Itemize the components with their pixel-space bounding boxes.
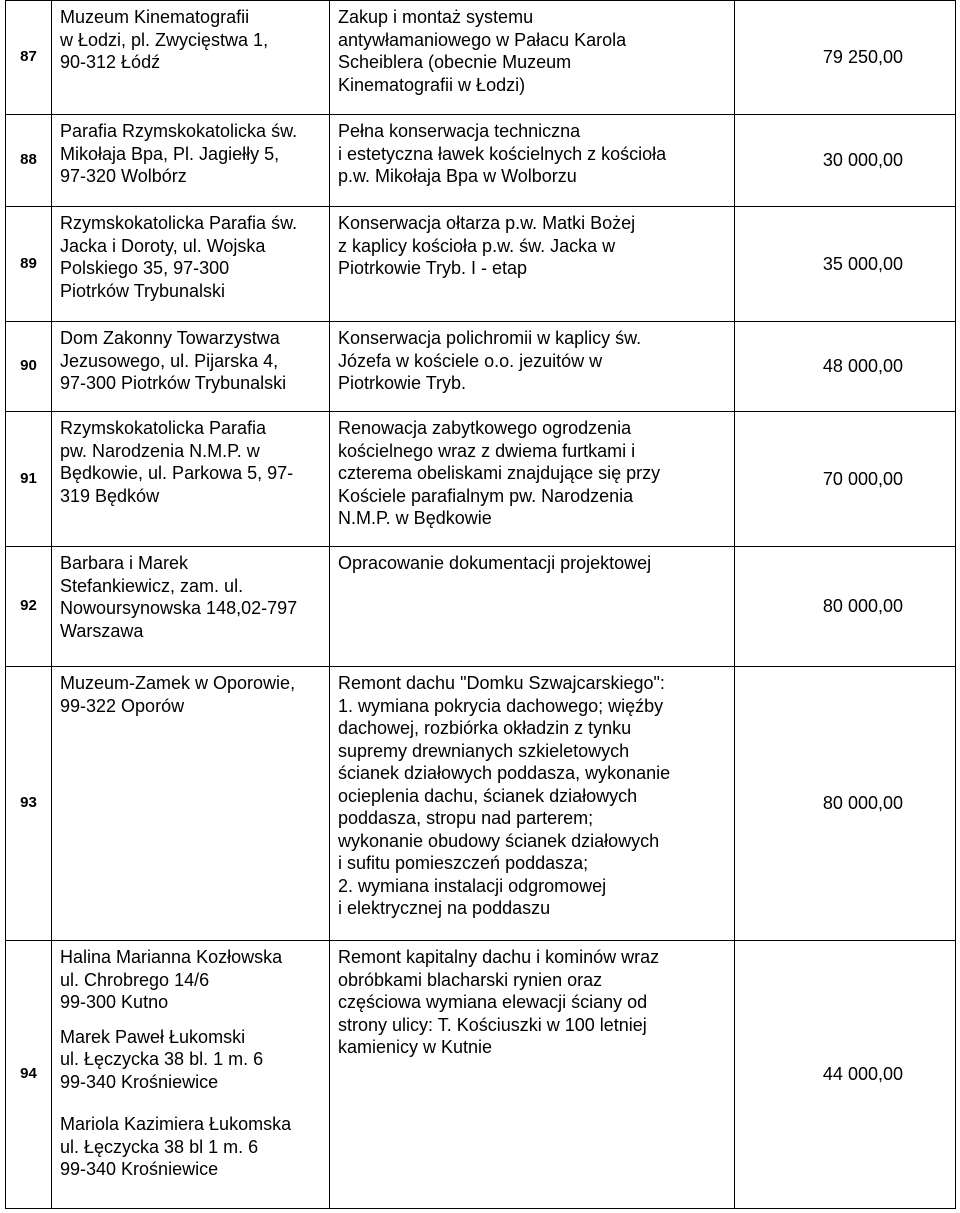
row-number: 87 <box>6 1 52 115</box>
table-row <box>6 412 956 547</box>
task-line: supremy drewnianych szkieletowych <box>338 740 630 761</box>
beneficiary-cell <box>52 667 330 941</box>
task-line: Kinematografii w Łodzi) <box>338 74 526 95</box>
beneficiary-line: Jacka i Doroty, ul. Wojska <box>60 235 266 256</box>
row-number: 89 <box>6 207 52 322</box>
task-line: wykonanie obudowy ścianek działowych <box>338 830 660 851</box>
task-cell <box>330 322 735 412</box>
beneficiary-line: Barbara i Marek <box>60 553 189 573</box>
table-row <box>6 547 956 667</box>
task-line: ocieplenia dachu, ścianek działowych <box>338 785 638 806</box>
row-number: 88 <box>6 115 52 207</box>
beneficiary-cell <box>52 547 330 667</box>
beneficiary-line: 99-322 Oporów <box>60 695 185 716</box>
task-cell <box>330 412 735 547</box>
task-line: Józefa w kościele o.o. jezuitów w <box>338 350 603 371</box>
task-line: i elektrycznej na poddaszu <box>338 898 551 918</box>
task-line: Remont kapitalny dachu i kominów wraz <box>338 947 660 967</box>
task-line: Piotrkowie Tryb. <box>338 373 467 393</box>
amount-cell: 80 000,00 <box>735 667 956 941</box>
table-row <box>6 667 956 941</box>
row-number: 92 <box>6 547 52 667</box>
task-line: Renowacja zabytkowego ogrodzenia <box>338 418 632 438</box>
beneficiary-line: Nowoursynowska 148,02-797 <box>60 598 298 618</box>
beneficiary-line: Muzeum Kinematografii <box>60 7 250 27</box>
amount-cell: 79 250,00 <box>735 1 956 115</box>
table-row <box>6 115 956 207</box>
task-line: Konserwacja polichromii w kaplicy św. <box>338 328 642 348</box>
beneficiary-line: ul. Łęczycka 38 bl. 1 m. 6 <box>60 1049 264 1069</box>
beneficiary-cell <box>52 412 330 547</box>
beneficiary-line: Dom Zakonny Towarzystwa <box>60 328 280 348</box>
grants-table <box>5 0 956 1209</box>
task-line: Scheiblera (obecnie Muzeum <box>338 52 572 72</box>
beneficiary-line: 99-340 Krośniewice <box>60 1159 219 1179</box>
beneficiary-line: Mikołaja Bpa, Pl. Jagiełły 5, <box>60 143 280 164</box>
table-row <box>6 322 956 412</box>
beneficiary-line: 319 Będków <box>60 485 160 506</box>
task-cell <box>330 207 735 322</box>
task-line: poddasza, stropu nad parterem; <box>338 808 594 828</box>
beneficiary-line: Rzymskokatolicka Parafia św. <box>60 213 298 233</box>
task-line: częściowa wymiana elewacji ściany od <box>338 992 648 1012</box>
task-line: 2. wymiana instalacji odgromowej <box>338 875 607 896</box>
beneficiary-line: pw. Narodzenia N.M.P. w <box>60 440 260 461</box>
task-line: i estetyczna ławek kościelnych z kościoła <box>338 143 667 164</box>
beneficiary-line: Jezusowego, ul. Pijarska 4, <box>60 350 279 371</box>
row-number: 93 <box>6 667 52 941</box>
beneficiary-cell <box>52 941 330 1209</box>
task-line: 1. wymiana pokrycia dachowego; więźby <box>338 695 664 716</box>
task-line: strony ulicy: T. Kościuszki w 100 letniej <box>338 1014 647 1035</box>
beneficiary-line: Marek Paweł Łukomski <box>60 1026 246 1047</box>
beneficiary-line: Muzeum-Zamek w Oporowie, <box>60 673 296 693</box>
beneficiary-cell <box>52 1 330 115</box>
table-row <box>6 941 956 1209</box>
beneficiary-cell <box>52 207 330 322</box>
amount-cell: 80 000,00 <box>735 547 956 667</box>
amount-cell: 44 000,00 <box>735 941 956 1209</box>
row-number: 90 <box>6 322 52 412</box>
row-number: 91 <box>6 412 52 547</box>
beneficiary-line: 97-320 Wolbórz <box>60 166 187 186</box>
task-line: Pełna konserwacja techniczna <box>338 121 581 141</box>
row-number: 94 <box>6 941 52 1209</box>
task-line: N.M.P. w Będkowie <box>338 508 492 528</box>
beneficiary-line: ul. Chrobrego 14/6 <box>60 969 210 990</box>
spacer <box>60 1014 323 1026</box>
amount-cell: 70 000,00 <box>735 412 956 547</box>
task-line: czterema obeliskami znajdujące się przy <box>338 463 661 483</box>
beneficiary-line: Stefankiewicz, zam. ul. <box>60 575 244 596</box>
beneficiary-line: Będkowie, ul. Parkowa 5, 97- <box>60 463 294 483</box>
task-line: Remont dachu "Domku Szwajcarskiego": <box>338 673 665 693</box>
task-line: obróbkami blacharski rynien oraz <box>338 969 603 990</box>
task-cell <box>330 667 735 941</box>
beneficiary-line: Mariola Kazimiera Łukomska <box>60 1114 292 1134</box>
amount-cell: 30 000,00 <box>735 115 956 207</box>
task-line: Kościele parafialnym pw. Narodzenia <box>338 485 634 506</box>
task-cell <box>330 547 735 667</box>
task-line: z kaplicy kościoła p.w. św. Jacka w <box>338 235 616 256</box>
task-line: ścianek działowych poddasza, wykonanie <box>338 763 671 783</box>
spacer <box>60 1093 323 1113</box>
beneficiary-line: 99-300 Kutno <box>60 992 169 1012</box>
task-line: dachowej, rozbiórka okładzin z tynku <box>338 718 632 738</box>
beneficiary-line: Warszawa <box>60 620 144 641</box>
beneficiary-line: 99-340 Krośniewice <box>60 1071 219 1092</box>
task-cell <box>330 941 735 1209</box>
beneficiary-line: 90-312 Łódź <box>60 52 161 72</box>
beneficiary-line: Rzymskokatolicka Parafia <box>60 418 267 438</box>
beneficiary-line: Parafia Rzymskokatolicka św. <box>60 121 298 141</box>
task-line: p.w. Mikołaja Bpa w Wolborzu <box>338 166 577 186</box>
beneficiary-line: 97-300 Piotrków Trybunalski <box>60 373 287 393</box>
task-line: i sufitu pomieszczeń poddasza; <box>338 853 589 873</box>
task-line: Zakup i montaż systemu <box>338 7 534 27</box>
beneficiary-cell <box>52 322 330 412</box>
beneficiary-line: Polskiego 35, 97-300 <box>60 258 230 278</box>
task-line: antywłamaniowego w Pałacu Karola <box>338 29 627 50</box>
beneficiary-line: ul. Łęczycka 38 bl 1 m. 6 <box>60 1136 259 1157</box>
beneficiary-line: Piotrków Trybunalski <box>60 280 226 301</box>
task-cell <box>330 1 735 115</box>
task-cell <box>330 115 735 207</box>
table-row <box>6 207 956 322</box>
task-line: Konserwacja ołtarza p.w. Matki Bożej <box>338 213 636 233</box>
task-line: kościelnego wraz z dwiema furtkami i <box>338 440 636 461</box>
task-line: kamienicy w Kutnie <box>338 1037 493 1057</box>
amount-cell: 48 000,00 <box>735 322 956 412</box>
task-line: Opracowanie dokumentacji projektowej <box>338 553 652 573</box>
amount-cell: 35 000,00 <box>735 207 956 322</box>
task-line: Piotrkowie Tryb. I - etap <box>338 258 528 278</box>
beneficiary-cell <box>52 115 330 207</box>
beneficiary-line: w Łodzi, pl. Zwycięstwa 1, <box>60 29 269 50</box>
beneficiary-line: Halina Marianna Kozłowska <box>60 947 283 967</box>
table-row <box>6 1 956 115</box>
